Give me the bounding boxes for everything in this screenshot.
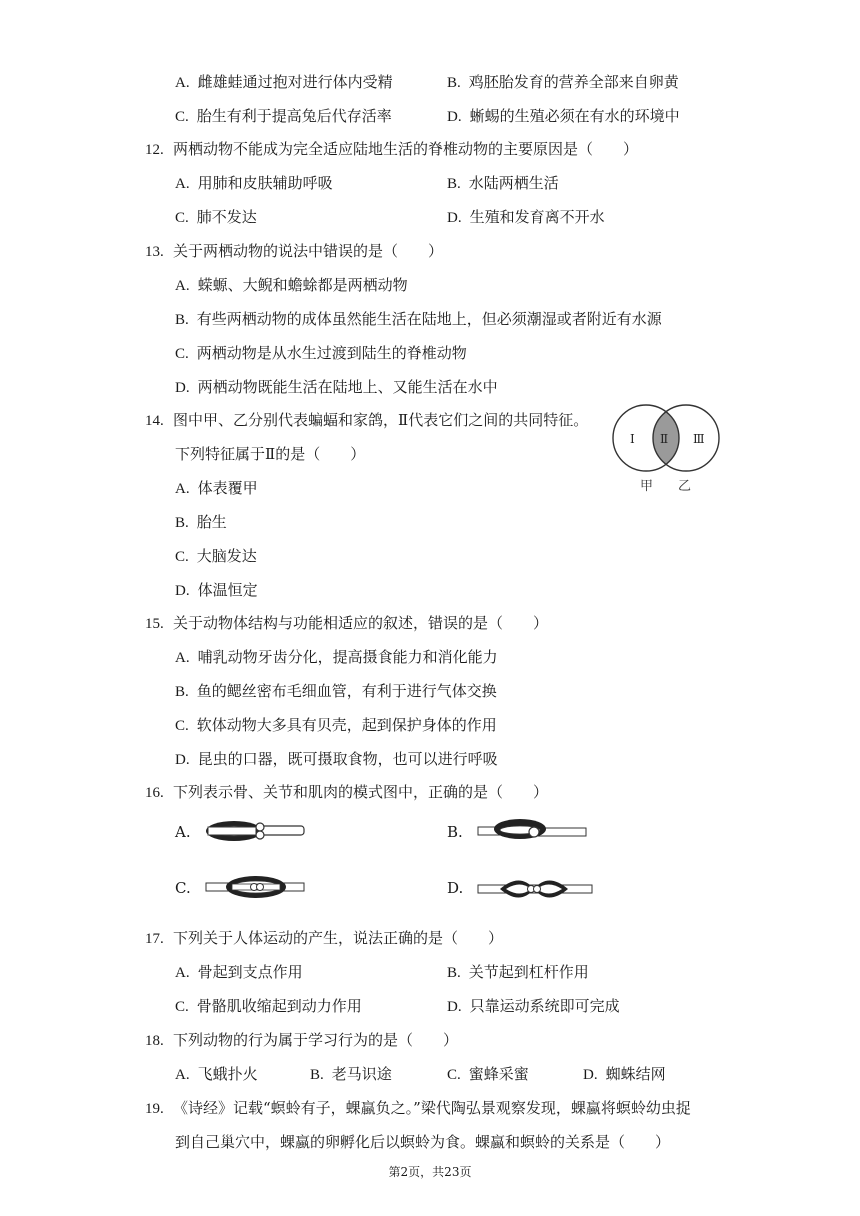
q11-option-b: B. 鸡胚胎发育的营养全部来自卵黄 [447,73,679,91]
q15-option-b: B. 鱼的鳃丝密布毛细血管，有利于进行气体交换 [175,682,497,700]
q16-option-a-label: A. [175,823,191,841]
q13-option-a: A. 蝾螈、大鲵和蟾蜍都是两栖动物 [175,276,408,294]
q16-option-c-label: C. [175,879,191,897]
q18-option-d: D. 蜘蛛结网 [583,1065,666,1083]
venn-label-left: 甲 [640,479,654,494]
q18-option-a: A. 飞蛾扑火 [175,1065,258,1083]
bone-joint-diagram-a [204,814,306,848]
q14-option-c: C. 大脑发达 [175,547,257,565]
venn-diagram [612,402,722,496]
q11-option-a: A. 雌雄蛙通过抱对进行体内受精 [175,73,393,91]
bone-joint-diagram-d [476,870,594,908]
q19-stem-line1: 19. 《诗经》记载“螟蛉有子，蜾蠃负之。”梁代陶弘景观察发现，蜾蠃将螟蛉幼虫捉 [145,1099,691,1117]
bone-joint-diagram-c [204,870,306,904]
q12-option-c: C. 肺不发达 [175,208,257,226]
q17-stem: 17. 下列关于人体运动的产生，说法正确的是（ ） [145,929,504,947]
q15-option-a: A. 哺乳动物牙齿分化，提高摄食能力和消化能力 [175,648,498,666]
q17-option-a: A. 骨起到支点作用 [175,963,303,981]
q12-option-a: A. 用肺和皮肤辅助呼吸 [175,174,333,192]
q12-option-b: B. 水陆两栖生活 [447,174,559,192]
q17-option-d: D. 只靠运动系统即可完成 [447,997,620,1015]
venn-region-3: Ⅲ [693,432,705,446]
venn-label-right: 乙 [678,479,692,494]
q11-option-c: C. 胎生有利于提高兔后代存活率 [175,107,392,125]
q14-option-d: D. 体温恒定 [175,581,258,599]
page-footer: 第2页，共23页 [388,1165,472,1179]
q12-stem: 12. 两栖动物不能成为完全适应陆地生活的脊椎动物的主要原因是（ ） [145,140,639,158]
q19-stem-line2: 到自己巢穴中，蜾蠃的卵孵化后以螟蛉为食。蜾蠃和螟蛉的关系是（ ） [175,1133,671,1151]
q17-option-b: B. 关节起到杠杆作用 [447,963,589,981]
q16-option-b-label: B. [447,823,463,841]
q15-option-c: C. 软体动物大多具有贝壳，起到保护身体的作用 [175,716,497,734]
q11-option-d: D. 蜥蜴的生殖必须在有水的环境中 [447,107,680,125]
venn-region-2: Ⅱ [660,432,669,446]
q13-option-d: D. 两栖动物既能生活在陆地上、又能生活在水中 [175,378,498,396]
q18-option-b: B. 老马识途 [310,1065,392,1083]
q18-option-c: C. 蜜蜂采蜜 [447,1065,529,1083]
q16-option-d-label: D. [447,879,464,897]
venn-region-1: Ⅰ [630,432,635,446]
q13-stem: 13. 关于两栖动物的说法中错误的是（ ） [145,242,444,260]
q16-stem: 16. 下列表示骨、关节和肌肉的模式图中，正确的是（ ） [145,783,549,801]
q15-option-d: D. 昆虫的口器，既可摄取食物，也可以进行呼吸 [175,750,498,768]
q18-stem: 18. 下列动物的行为属于学习行为的是（ ） [145,1031,459,1049]
q15-stem: 15. 关于动物体结构与功能相适应的叙述，错误的是（ ） [145,614,549,632]
q14-option-b: B. 胎生 [175,513,227,531]
q14-option-a: A. 体表覆甲 [175,479,258,497]
q12-option-d: D. 生殖和发育离不开水 [447,208,605,226]
q14-stem-line1: 14. 图中甲、乙分别代表蝙蝠和家鸽，Ⅱ代表它们之间的共同特征。 [145,411,589,429]
q13-option-b: B. 有些两栖动物的成体虽然能生活在陆地上，但必须潮湿或者附近有水源 [175,310,662,328]
q13-option-c: C. 两栖动物是从水生过渡到陆生的脊椎动物 [175,344,467,362]
bone-joint-diagram-b [476,814,588,848]
q17-option-c: C. 骨骼肌收缩起到动力作用 [175,997,362,1015]
q14-stem-line2: 下列特征属于Ⅱ的是（ ） [175,445,366,463]
